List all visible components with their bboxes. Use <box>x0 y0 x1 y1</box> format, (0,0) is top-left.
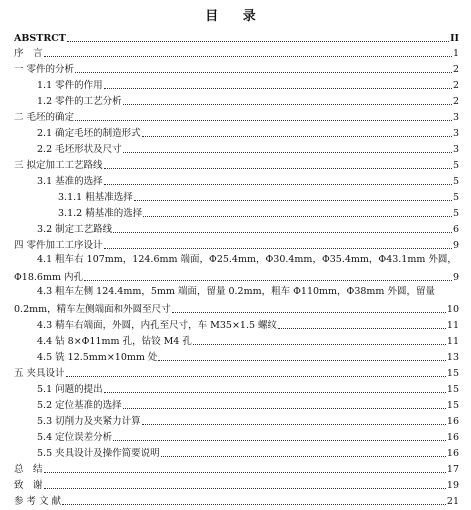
toc-leader <box>123 104 452 105</box>
toc-page-number: 13 <box>446 352 459 363</box>
toc-page-number: 5 <box>452 160 459 171</box>
toc-leader <box>104 248 452 249</box>
toc-leader <box>123 408 446 409</box>
toc-page-number: 16 <box>446 416 459 427</box>
toc-entry-label: 2.1 确定毛坯的制造形式 <box>37 128 141 139</box>
toc-leader <box>123 152 452 153</box>
toc-entry-chapter-3[interactable] <box>14 158 459 172</box>
toc-leader <box>75 72 452 73</box>
toc-entry-chapter-2[interactable] <box>14 110 459 124</box>
toc-page-number: 11 <box>446 336 459 347</box>
toc-leader <box>278 328 446 329</box>
toc-entry-label: 5.1 问题的提出 <box>37 384 103 395</box>
toc-entry-label: 4.4 钻 8×Φ11mm 孔，钻铰 M4 孔 <box>37 336 192 347</box>
toc-leader <box>104 88 452 89</box>
toc-entry-abstract[interactable] <box>14 31 459 45</box>
toc-entry-2-1[interactable] <box>37 126 459 140</box>
toc-title: 目 录 <box>205 9 266 24</box>
toc-entry-1-2[interactable] <box>37 94 459 108</box>
toc-leader <box>161 456 446 457</box>
toc-entry-label: 5.2 定位基准的选择 <box>37 400 122 411</box>
toc-entry-label: 致 谢 <box>14 480 43 491</box>
toc-entry-4-5[interactable] <box>37 350 459 364</box>
toc-leader <box>84 280 452 281</box>
toc-entry-label: 5.4 定位误差分析 <box>37 432 113 443</box>
toc-entry-label: 0.2mm，精车左侧端面和外圆至尺寸 <box>14 304 171 315</box>
toc-entry-label: 4.3 精车右端面，外圆，内孔至尺寸，车 M35×1.5 螺纹 <box>37 320 278 331</box>
toc-entry-1-1[interactable] <box>37 78 459 92</box>
toc-page-number: 11 <box>446 320 459 331</box>
toc-entry-label: 四 零件加工工序设计 <box>14 240 103 251</box>
toc-entry-label: 总 结 <box>14 464 43 475</box>
toc-leader <box>193 344 446 345</box>
toc-entry-3-1[interactable] <box>37 174 459 188</box>
toc-entry-5-4[interactable] <box>37 430 459 444</box>
toc-leader <box>44 488 446 489</box>
toc-entry-4-4[interactable] <box>37 334 459 348</box>
toc-entry-label: 3.1.2 精基准的选择 <box>58 208 143 219</box>
toc-leader <box>172 312 446 313</box>
toc-page-number: 9 <box>452 240 459 251</box>
toc-page-number: 5 <box>452 208 459 219</box>
toc-leader <box>75 120 452 121</box>
toc-leader <box>104 392 446 393</box>
toc-page-number: 2 <box>452 80 459 91</box>
toc-leader <box>142 136 452 137</box>
toc-entry-preface[interactable] <box>14 46 459 60</box>
toc-entry-references[interactable] <box>14 494 459 508</box>
toc-entry-label: ABSTRCT <box>14 33 66 44</box>
toc-entry-chapter-5[interactable] <box>14 366 459 380</box>
toc-entry-3-1-2[interactable] <box>58 206 459 220</box>
toc-leader <box>143 216 452 217</box>
toc-entry-5-2[interactable] <box>37 398 459 412</box>
toc-entry-label: 参 考 文 献 <box>14 496 62 507</box>
toc-page-number: 2 <box>452 64 459 75</box>
toc-entry-4-3[interactable] <box>37 318 459 332</box>
toc-entry-acknowledgements[interactable] <box>14 478 459 492</box>
toc-entry-label: 3.2 制定工艺路线 <box>37 224 113 235</box>
toc-page-number: 5 <box>452 176 459 187</box>
toc-entry-5-5[interactable] <box>37 446 459 460</box>
toc-entry-label: 一 零件的分析 <box>14 64 75 75</box>
toc-page-number: 3 <box>452 144 459 155</box>
toc-page-number: 21 <box>446 496 459 507</box>
toc-leader <box>67 41 449 42</box>
toc-entry-4-2[interactable] <box>14 302 459 316</box>
toc-page-number: 17 <box>446 464 459 475</box>
toc-page-number: 9 <box>452 272 459 283</box>
toc-leader <box>158 360 446 361</box>
toc-page-number: 15 <box>446 400 459 411</box>
toc-page-number: 6 <box>452 224 459 235</box>
toc-entry-2-2[interactable] <box>37 142 459 156</box>
toc-leader <box>134 200 452 201</box>
toc-leader <box>44 56 452 57</box>
toc-entry-label: 三 拟定加工工艺路线 <box>14 160 103 171</box>
toc-entry-label: 五 夹具设计 <box>14 368 65 379</box>
toc-entry-label: 2.2 毛坯形状及尺寸 <box>37 144 122 155</box>
toc-entry-5-1[interactable] <box>37 382 459 396</box>
toc-entry-4-2-line-1[interactable]: 4.3 粗车左侧 124.4mm，5mm 端面，留量 0.2mm，粗车 Φ110mm，Φ38mm 外圆，留量 <box>37 286 435 297</box>
toc-entry-label: 序 言 <box>14 48 43 59</box>
toc-entry-chapter-1[interactable] <box>14 62 459 76</box>
toc-entry-label: 3.1.1 粗基准选择 <box>58 192 133 203</box>
toc-entry-label: 5.5 夹具设计及操作简要说明 <box>37 448 160 459</box>
toc-page-number: 3 <box>452 112 459 123</box>
toc-entry-label: Φ18.6mm 内孔 <box>14 272 83 283</box>
toc-leader <box>66 376 446 377</box>
toc-leader <box>104 168 452 169</box>
toc-page-number: 1 <box>452 48 459 59</box>
toc-leader <box>142 424 446 425</box>
toc-entry-5-3[interactable] <box>37 414 459 428</box>
toc-entry-4-1[interactable] <box>14 270 459 284</box>
toc-entry-label: 1.2 零件的工艺分析 <box>37 96 122 107</box>
toc-entry-summary[interactable] <box>14 462 459 476</box>
toc-entry-chapter-4[interactable] <box>14 238 459 252</box>
toc-page-number: 15 <box>446 384 459 395</box>
toc-entry-label: 1.1 零件的作用 <box>37 80 103 91</box>
toc-page-number: II <box>450 33 459 44</box>
toc-page-number: 15 <box>446 368 459 379</box>
toc-entry-label: 3.1 基准的选择 <box>37 176 103 187</box>
toc-page-number: 3 <box>452 128 459 139</box>
toc-entry-3-1-1[interactable] <box>58 190 459 204</box>
toc-leader <box>44 472 446 473</box>
toc-entry-label: 二 毛坯的确定 <box>14 112 75 123</box>
toc-page-number: 2 <box>452 96 459 107</box>
toc-entry-label: 4.5 铣 12.5mm×10mm 处 <box>37 352 158 363</box>
toc-entry-3-2[interactable] <box>37 222 459 236</box>
toc-leader <box>113 232 452 233</box>
toc-page-number: 16 <box>446 448 459 459</box>
toc-page-number: 5 <box>452 192 459 203</box>
toc-page-number: 16 <box>446 432 459 443</box>
toc-leader <box>113 440 446 441</box>
toc-page-number: 10 <box>446 304 459 315</box>
toc-leader <box>62 504 446 505</box>
toc-leader <box>104 184 452 185</box>
toc-page-number: 19 <box>446 480 459 491</box>
toc-entry-4-1-line-1[interactable]: 4.1 粗车右 107mm，124.6mm 端面，Φ25.4mm，Φ30.4mm，Φ35.4mm，Φ43.1mm 外圆， <box>37 254 457 265</box>
toc-entry-label: 5.3 切削力及夹紧力计算 <box>37 416 141 427</box>
